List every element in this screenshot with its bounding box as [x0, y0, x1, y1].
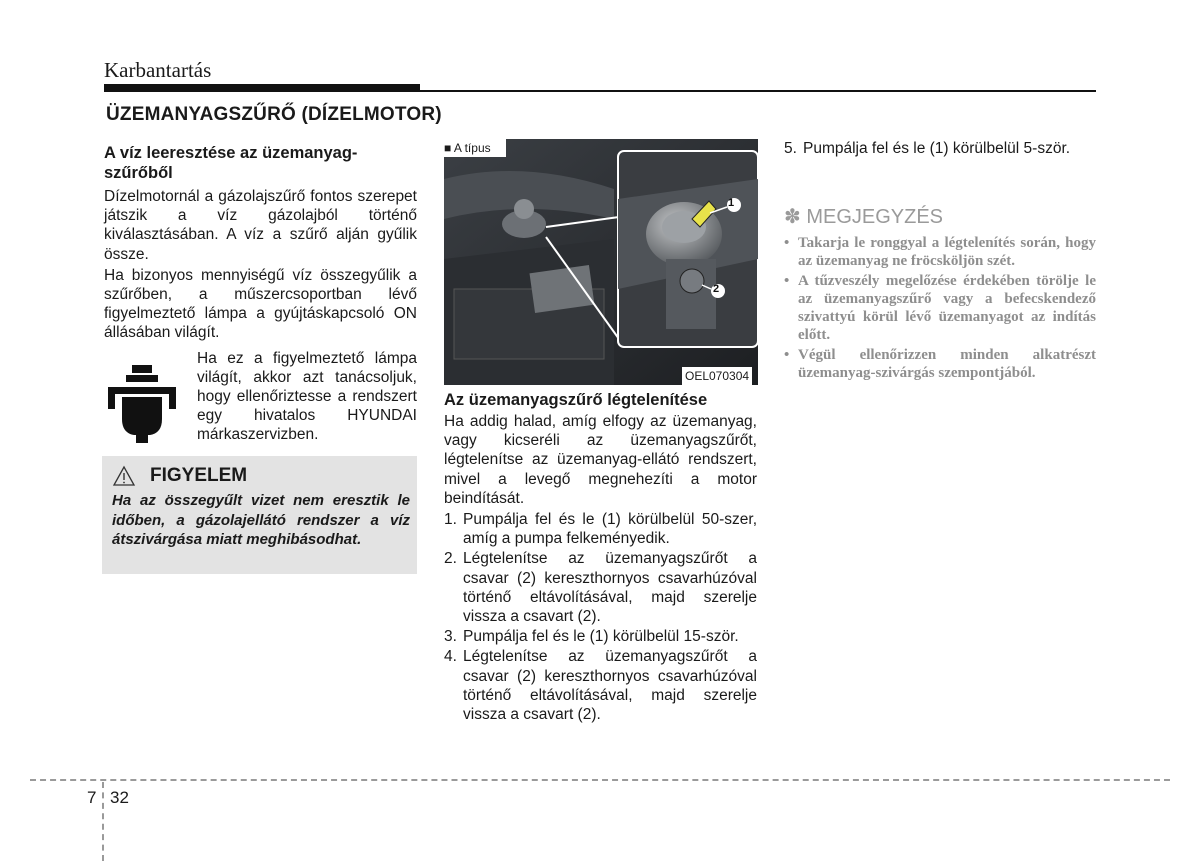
callout-1: 1 — [728, 197, 735, 209]
bleed-steps — [444, 510, 757, 724]
bleed-heading: Az üzemanyagszűrő légtelenítése — [444, 391, 708, 409]
bullet-icon: • — [784, 347, 790, 363]
note-title: ✽ MEGJEGYZÉS — [784, 206, 944, 228]
note-item: • A tűzveszély megelőzése érdekében törölje le az üzemanyagszűrő vagy a befecskendező szivattyú körül lévő üzemanyagot az indítás előtt. — [784, 273, 1096, 343]
warning-lamp-row — [104, 349, 417, 449]
bullet-icon: • — [784, 273, 790, 289]
step-item: 4. Légtelenítse az üzemanyagszűrőt a csavar (2) kereszthornyos csavarhúzóval történő eltávolításával, majd szerelje vissza a csavart (2). — [444, 648, 757, 724]
step-item: 3. Pumpálja fel és le (1) körülbelül 15-ször. — [444, 628, 739, 646]
bleed-intro: Ha addig halad, amíg elfogy az üzemanyag, vagy kicseréli az üzemanyagszűrőt, légtelenítse az üzemanyag-ellátó rendszert, mivel a levegő megnehezíti a motor beindítását. — [444, 413, 757, 507]
warning-lamp-text: Ha ez a figyelmeztető lámpa világít, akkor azt tanácsoljuk, hogy ellenőriztesse a rendszert egy hivatalos HYUNDAI márkaszervizben. — [197, 349, 417, 444]
caution-title: FIGYELEM — [150, 465, 248, 486]
column-right — [784, 139, 1096, 159]
step-item: 1. Pumpálja fel és le (1) körülbelül 50-szer, amíg a pumpa felkeményedik. — [444, 511, 757, 548]
note-item: • Végül ellenőrizzen minden alkatrészt üzemanyag-szivárgás szempontjából. — [784, 347, 1096, 381]
caution-text: Ha az összegyűlt vizet nem eresztik le időben, a gázolajellátó rendszer a víz átszivárgása miatt meghibásodhat. — [112, 492, 410, 548]
fuel-filter-water-warning-icon — [104, 361, 180, 445]
header-rule-thin — [420, 90, 1096, 92]
callout-2: 2 — [713, 283, 720, 295]
caution-box — [102, 456, 417, 574]
page-title: ÜZEMANYAGSZŰRŐ (DÍZELMOTOR) — [106, 104, 442, 125]
fuel-filter-photo-illustration — [444, 139, 758, 385]
drain-paragraph-2: Ha bizonyos mennyiségű víz összegyűlik a szűrőben, a műszercsoportban lévő figyelmeztető lámpa a gyújtáskapcsoló ON állásában világít. — [104, 266, 417, 342]
type-label: ■ A típus — [444, 139, 506, 157]
bullet-icon: • — [784, 235, 790, 251]
note-list — [784, 234, 1096, 384]
note-item: • Takarja le ronggyal a légtelenítés során, hogy az üzemanyag ne fröcsköljön szét. — [784, 235, 1096, 269]
engine-photo — [444, 139, 758, 385]
chapter-number: 7 — [87, 788, 97, 807]
warning-triangle-icon — [102, 456, 142, 496]
drain-paragraph-1: Dízelmotornál a gázolajszűrő fontos szerepet játszik a víz gázolajból történő kiválasztásában. A víz a szűrő alján gyűlik össze. — [104, 188, 417, 263]
page-number: 32 — [110, 788, 129, 807]
footer-vertical-rule — [102, 782, 104, 861]
step-item: 5. Pumpálja fel és le (1) körülbelül 5-ször. — [784, 140, 1071, 157]
bleed-steps-continued — [784, 139, 1096, 158]
column-left — [104, 143, 417, 449]
drain-water-heading: A víz leeresztése az üzemanyag-szűrőből — [104, 144, 358, 182]
footer-rule — [30, 779, 1170, 781]
figure-code: OEL070304 — [682, 367, 752, 385]
header-rule-thick — [104, 84, 420, 92]
section-header: Karbantartás — [104, 58, 212, 82]
step-item: 2. Légtelenítse az üzemanyagszűrőt a csavar (2) kereszthornyos csavarhúzóval történő eltávolításával, majd szerelje vissza a csavart (2). — [444, 550, 757, 626]
column-middle — [444, 390, 757, 725]
